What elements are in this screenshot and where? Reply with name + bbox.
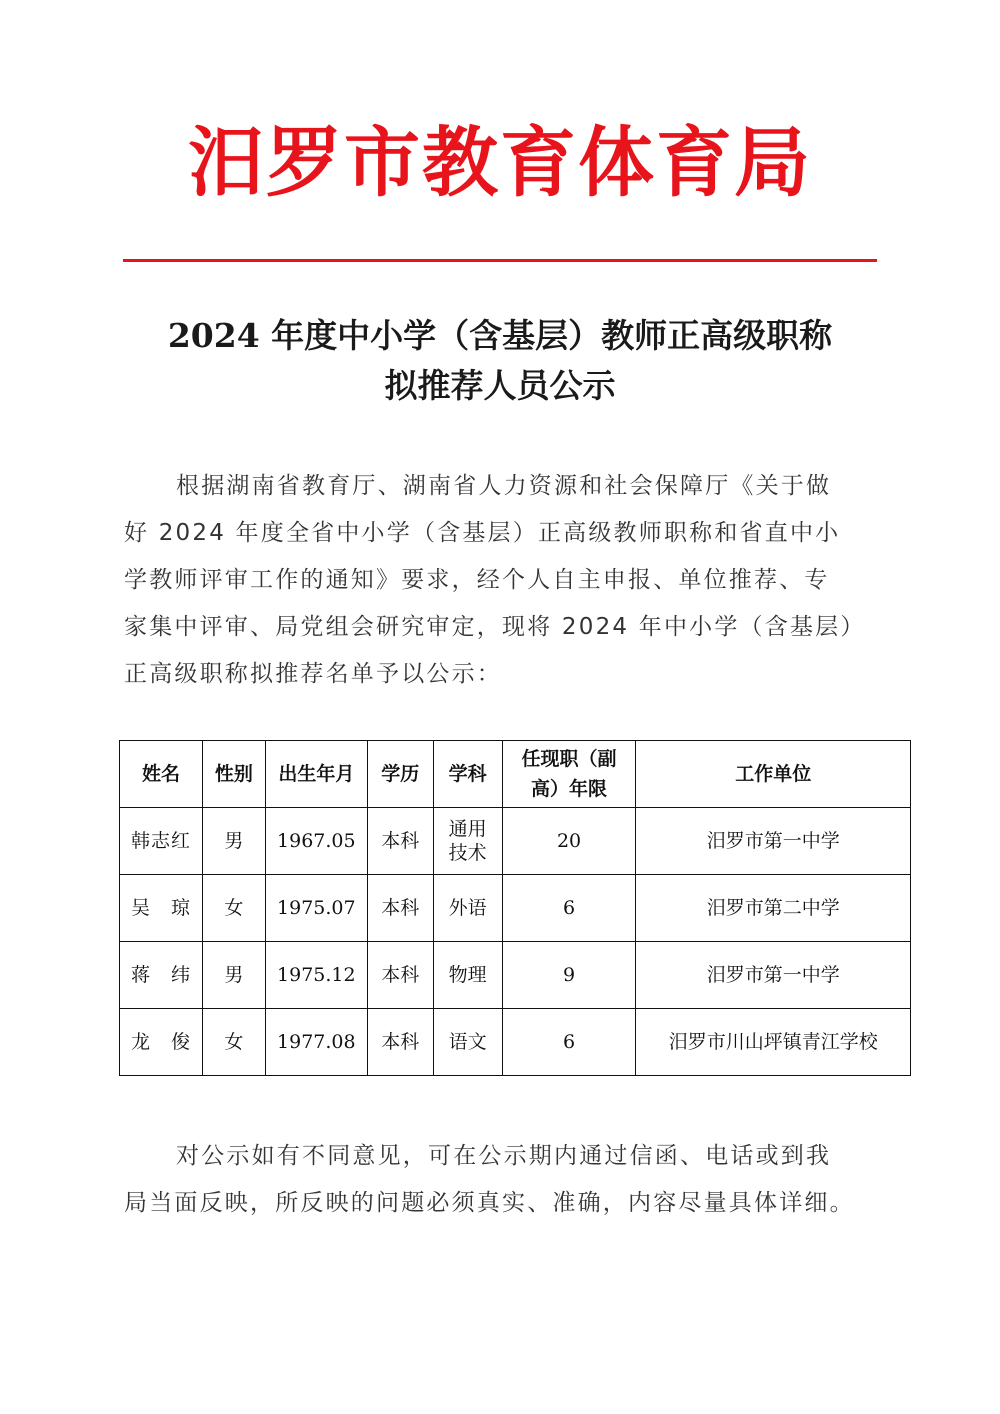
- intro-line-4: 家集中评审、局党组会研究审定，现将 2024 年中小学（含基层）: [124, 614, 866, 640]
- cell-gender: 女: [202, 1009, 265, 1076]
- cell-name: 韩志红: [120, 808, 203, 875]
- objection-line-2: 局当面反映，所反映的问题必须真实、准确，内容尽量具体详细。: [124, 1190, 855, 1216]
- header-birth: 出生年月: [265, 741, 367, 808]
- cell-gender: 男: [202, 808, 265, 875]
- cell-unit: 汨罗市第一中学: [636, 942, 911, 1009]
- notice-title-line-2: 拟推荐人员公示: [384, 366, 616, 405]
- header-gender: 性别: [202, 741, 265, 808]
- cell-years: 9: [502, 942, 636, 1009]
- cell-subject: [433, 808, 502, 875]
- cell-name: 吴 琼: [120, 875, 203, 942]
- cell-birth: 1967.05: [265, 808, 367, 875]
- cell-birth: 1975.07: [265, 875, 367, 942]
- cell-subject: 外语: [433, 875, 502, 942]
- cell-gender: 女: [202, 875, 265, 942]
- cell-name: 龙 俊: [120, 1009, 203, 1076]
- header-years-line-2: 高）年限: [531, 778, 608, 800]
- table-row: [120, 1009, 911, 1076]
- cell-education: 本科: [367, 1009, 433, 1076]
- cell-unit: 汨罗市第二中学: [636, 875, 911, 942]
- header-unit: 工作单位: [636, 741, 911, 808]
- header-subject: 学科: [433, 741, 502, 808]
- header-education: 学历: [367, 741, 433, 808]
- cell-birth: 1977.08: [265, 1009, 367, 1076]
- cell-birth: 1975.12: [265, 942, 367, 1009]
- notice-title-line-1: 2024 年度中小学（含基层）教师正高级职称: [167, 316, 833, 355]
- table-row: [120, 875, 911, 942]
- cell-subject-line-2: 技术: [448, 842, 487, 864]
- table-header-row: [120, 741, 911, 808]
- letterhead-red-rule: [123, 259, 877, 262]
- intro-line-3: 学教师评审工作的通知》要求，经个人自主申报、单位推荐、专: [124, 567, 830, 593]
- objection-paragraph: [124, 1133, 880, 1227]
- cell-name: 蒋 纬: [120, 942, 203, 1009]
- table-row: [120, 942, 911, 1009]
- cell-gender: 男: [202, 942, 265, 1009]
- cell-years: 6: [502, 875, 636, 942]
- intro-line-1: 根据湖南省教育厅、湖南省人力资源和社会保障厅《关于做: [176, 473, 832, 499]
- cell-unit: 汨罗市第一中学: [636, 808, 911, 875]
- header-years-line-1: 任现职（副: [521, 748, 617, 770]
- intro-line-5: 正高级职称拟推荐名单予以公示：: [124, 661, 502, 687]
- cell-subject-line-1: 通用: [448, 818, 487, 840]
- cell-education: 本科: [367, 875, 433, 942]
- intro-line-2: 好 2024 年度全省中小学（含基层）正高级教师职称和省直中小: [124, 520, 841, 546]
- objection-line-1: 对公示如有不同意见，可在公示期内通过信函、电话或到我: [176, 1143, 832, 1169]
- letterhead-org-name: 汨罗市教育体育局: [188, 118, 812, 207]
- header-years: [502, 741, 636, 808]
- header-name: 姓名: [120, 741, 203, 808]
- cell-years: 6: [502, 1009, 636, 1076]
- cell-years: 20: [502, 808, 636, 875]
- candidate-table: [119, 740, 911, 1076]
- cell-education: 本科: [367, 808, 433, 875]
- cell-education: 本科: [367, 942, 433, 1009]
- cell-subject: 语文: [433, 1009, 502, 1076]
- table-row: [120, 808, 911, 875]
- intro-paragraph: [124, 463, 880, 698]
- cell-subject: 物理: [433, 942, 502, 1009]
- cell-unit: 汨罗市川山坪镇青江学校: [636, 1009, 911, 1076]
